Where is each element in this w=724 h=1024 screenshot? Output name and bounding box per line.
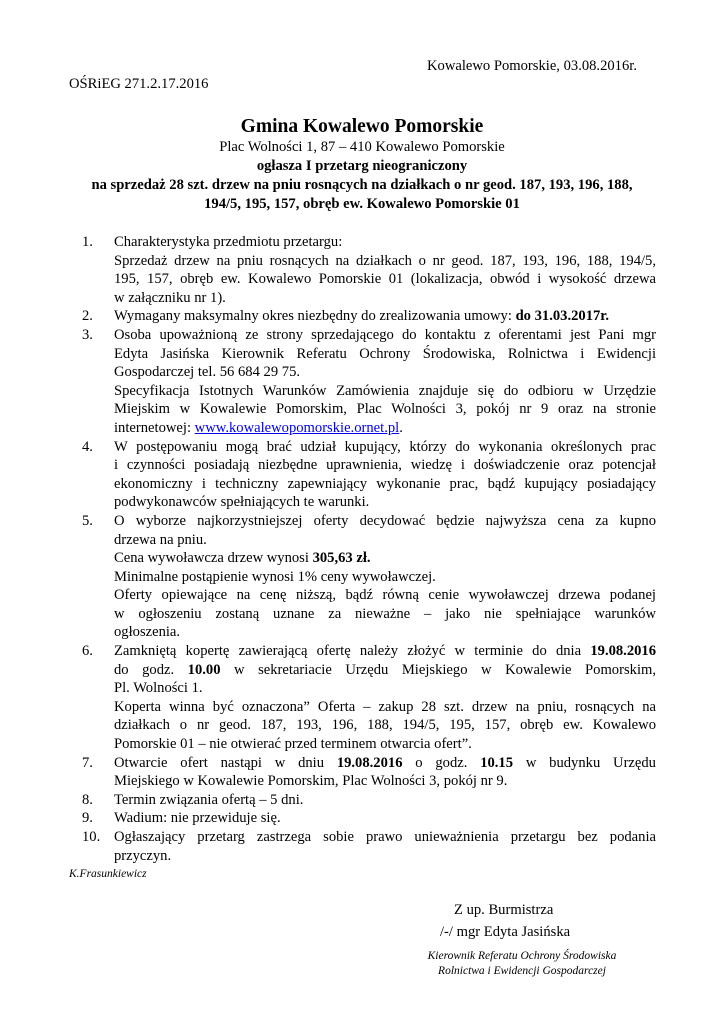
- place-date: Kowalewo Pomorskie, 03.08.2016r.: [427, 58, 637, 74]
- item-text: drzewa na pniu.: [114, 531, 207, 548]
- item-text: Otwarcie ofert nastąpi w dniu 19.08.2016 o godz. 10.15 w budynku Urzędu: [114, 754, 656, 771]
- list-item: [82, 512, 656, 642]
- item-number: 5.: [82, 512, 93, 529]
- item-number: 10.: [82, 829, 101, 845]
- item-text: Ogłaszający przetarg zastrzega sobie prawo unieważnienia przetargu bez podania: [114, 829, 656, 845]
- item-number: 1.: [82, 234, 93, 250]
- signature-line-1: Z up. Burmistrza: [454, 902, 554, 918]
- item-text: ekonomiczny i techniczny zapewniający wykonanie prac, bądź kupujący posiadający: [114, 475, 656, 492]
- item-text: internetowej: www.kowalewopomorskie.ornet.pl.: [114, 419, 403, 436]
- item-text: Zamkniętą kopertę zawierającą ofertę należy złożyć w terminie do dnia 19.08.2016: [114, 643, 657, 660]
- deadline-date: do 31.03.2017r.: [515, 308, 610, 325]
- item-text: Wadium: nie przewiduje się.: [114, 810, 281, 827]
- list-item: [82, 642, 656, 754]
- item-text: Sprzedaż drzew na pniu rosnących na działkach o nr geod. 187, 193, 196, 188, 194/5,: [114, 252, 656, 269]
- item-text: podwykonawców spełniających te warunki.: [114, 494, 370, 511]
- item-number: 6.: [82, 643, 93, 660]
- item-number: 7.: [82, 754, 93, 771]
- signatory-role-2: Rolnictwa i Ewidencji Gospodarczej: [438, 965, 606, 977]
- list-item: [82, 438, 656, 512]
- item-text: 195, 157, obręb ew. Kowalewo Pomorskie 01 (lokalizacja, obwód i wysokość drzewa: [114, 271, 656, 288]
- list-item: [82, 233, 656, 307]
- subject-line-2: 194/5, 195, 157, obręb ew. Kowalewo Pomorskie 01: [204, 196, 520, 212]
- item-text: O wyborze najkorzystniejszej oferty decydować będzie najwyższa cena za kupno: [114, 512, 656, 529]
- reference-number: OŚRiEG 271.2.17.2016: [69, 76, 209, 92]
- subject-line-1: na sprzedaż 28 szt. drzew na pniu rosnących na działkach o nr geod. 187, 193, 196, 188,: [91, 177, 633, 193]
- item-text: Osoba upoważnioną ze strony sprzedającego do kontaktu z oferentami jest Pani mgr: [114, 326, 656, 343]
- item-text: ogłoszenia.: [114, 624, 181, 641]
- announcement-line: ogłasza I przetarg nieograniczony: [256, 158, 468, 174]
- list-item: [82, 791, 656, 810]
- signatory-role-1: Kierownik Referatu Ochrony Środowiska: [427, 950, 617, 962]
- item-text: Termin związania ofertą – 5 dni.: [114, 791, 304, 808]
- item-text: w ogłoszeniu zostaną uznane za nieważne – jako nie spełniające warunków: [114, 605, 656, 622]
- item-text: Oferty opiewające na cenę niższą, bądź równą cenie wywoławczej drzewa podanej: [114, 587, 656, 604]
- terms-list: [82, 233, 656, 865]
- municipality-address: Plac Wolności 1, 87 – 410 Kowalewo Pomorskie: [219, 139, 505, 155]
- item-text: Specyfikacja Istotnych Warunków Zamówienia znajduje się do odbioru w Urzędzie: [114, 382, 656, 399]
- item-text: Pl. Wolności 1.: [114, 680, 203, 697]
- submission-time: 10.00: [187, 661, 221, 678]
- item-text: Charakterystyka przedmiotu przetargu:: [114, 234, 343, 250]
- item-text: Gospodarczej tel. 56 684 29 75.: [114, 364, 301, 381]
- list-item: [82, 754, 656, 791]
- opening-time: 10.15: [480, 754, 514, 771]
- signature-line-2: /-/ mgr Edyta Jasińska: [440, 924, 571, 940]
- item-text: Edyta Jasińska Kierownik Referatu Ochrony Środowiska, Rolnictwa i Ewidencji: [114, 345, 656, 362]
- starting-price: 305,63 zł.: [312, 550, 371, 567]
- website-link[interactable]: www.kowalewopomorskie.ornet.pl: [194, 419, 400, 436]
- item-number: 4.: [82, 438, 93, 455]
- item-number: 2.: [82, 308, 93, 325]
- item-text: Wymagany maksymalny okres niezbędny do zrealizowania umowy: do 31.03.2017r.: [114, 308, 610, 325]
- opening-date: 19.08.2016: [336, 754, 403, 771]
- item-text: i czynności posiadają niezbędne uprawnienia, wiedzę i doświadczenie oraz potencjał: [114, 457, 656, 474]
- item-text: do godz. 10.00 w sekretariacie Urzędu Miejskiego w Kowalewie Pomorskim,: [114, 661, 656, 678]
- item-text: Koperta winna być oznaczona” Oferta – zakup 28 szt. drzew na pniu, rosnących na: [114, 698, 656, 715]
- item-text: w załączniku nr 1).: [114, 289, 226, 306]
- item-text: działkach o nr geod. 187, 193, 196, 188, 194/5, 195, 157, obręb ew. Kowalewo: [114, 717, 656, 734]
- author-initials: K.Frasunkiewicz: [69, 868, 147, 880]
- item-text: Miejskim w Kowalewie Pomorskim, Plac Wolności 3, pokój nr 9 oraz na stronie: [114, 401, 656, 418]
- list-item: [82, 307, 656, 326]
- item-number: 3.: [82, 326, 93, 343]
- item-text: W postępowaniu mogą brać udział kupujący, którzy do wykonania określonych prac: [114, 438, 656, 455]
- list-item: [82, 828, 656, 865]
- page-title: Gmina Kowalewo Pomorskie: [240, 116, 484, 137]
- list-item: [82, 326, 656, 438]
- item-number: 9.: [82, 810, 93, 827]
- item-text: przyczyn.: [114, 847, 172, 864]
- list-item: [82, 809, 656, 828]
- item-text: Pomorskie 01 – nie otwierać przed terminem otwarcia ofert”.: [114, 736, 472, 753]
- item-text: Miejskiego w Kowalewie Pomorskim, Plac Wolności 3, pokój nr 9.: [114, 773, 508, 790]
- item-text: Minimalne postąpienie wynosi 1% ceny wywoławczej.: [114, 568, 436, 585]
- item-text: Cena wywoławcza drzew wynosi 305,63 zł.: [114, 550, 371, 567]
- item-number: 8.: [82, 791, 93, 808]
- submission-date: 19.08.2016: [590, 643, 657, 660]
